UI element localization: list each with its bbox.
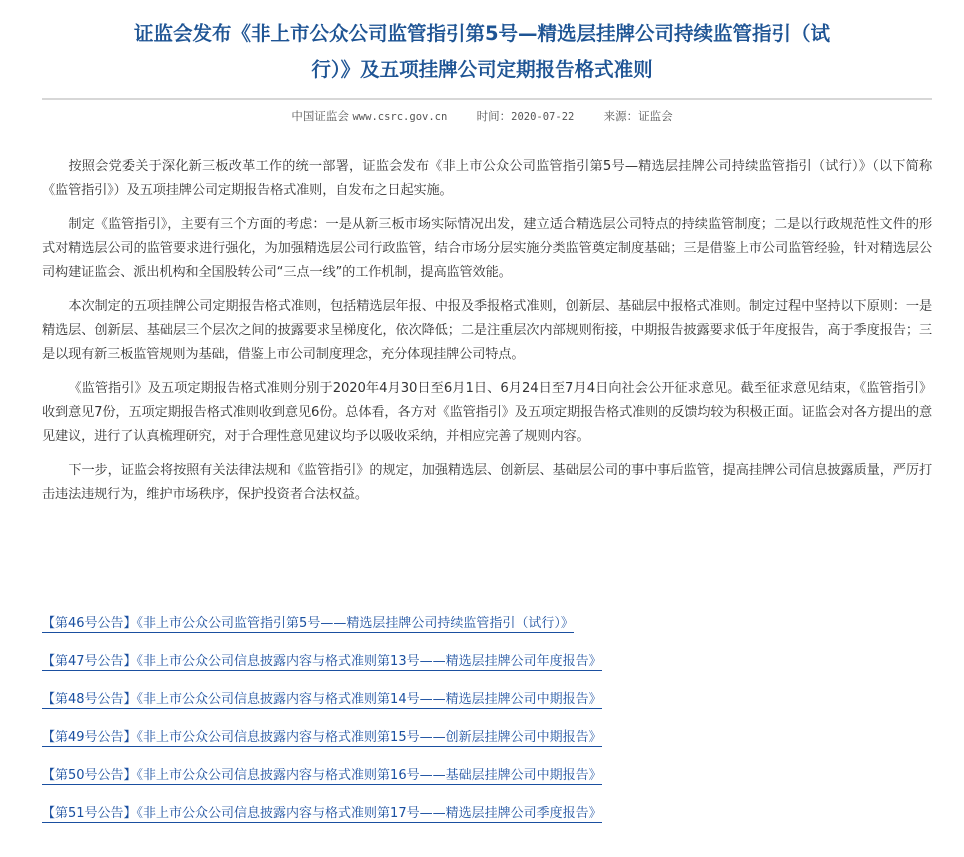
announcement-link-47-text: 【第47号公告】《非上市公众公司信息披露内容与格式准则第13号——精选层挂牌公司年度报告》 [42, 654, 602, 669]
meta-site: 中国证监会 [291, 109, 349, 123]
article-title-line-1: 证监会发布《非上市公众公司监管指引第5号—精选层挂牌公司持续监管指引（试 [133, 22, 831, 45]
announcement-link-48[interactable] [42, 688, 932, 726]
article-paragraph-5: 下一步，证监会将按照有关法律法规和《监管指引》的规定，加强精选层、创新层、基础层公司的事中事后监管，提高挂牌公司信息披露质量，严厉打击违法违规行为，维护市场秩序，保护投资者合法权益。 [42, 463, 932, 502]
article-paragraph-4: 《监管指引》及五项定期报告格式准则分别于2020年4月30日至6月1日、6月24日至7月4日向社会公开征求意见。截至征求意见结束，《监管指引》收到意见7份，五项定期报告格式准则收到意见6份。总体看，各方对《监管指引》及五项定期报告格式准则的反馈均较为积极正面。证监会对各方提出的意见建议，进行了认真梳理研究，对于合理性意见建议均予以吸收采纳，并相应完善了规则内容。 [42, 381, 932, 444]
article-title [60, 16, 904, 88]
announcement-link-51[interactable] [42, 802, 932, 840]
announcement-link-47[interactable] [42, 650, 932, 688]
announcement-link-48-text: 【第48号公告】《非上市公众公司信息披露内容与格式准则第14号——精选层挂牌公司中期报告》 [42, 692, 602, 707]
related-announcements [42, 612, 932, 840]
announcement-link-46-text: 【第46号公告】《非上市公众公司监管指引第5号——精选层挂牌公司持续监管指引（试行）》 [42, 616, 574, 631]
meta-url: www.csrc.gov.cn [352, 111, 448, 123]
meta-time: 2020-07-22 [511, 111, 575, 123]
article-paragraph-2: 制定《监管指引》，主要有三个方面的考虑：一是从新三板市场实际情况出发，建立适合精选层公司特点的持续监管制度；二是以行政规范性文件的形式对精选层公司的监管要求进行强化，为加强精选层公司行政监管，结合市场分层实施分类监管奠定制度基础；三是借鉴上市公司监管经验，针对精选层公司构建证监会、派出机构和全国股转公司“三点一线”的工作机制，提高监管效能。 [42, 217, 932, 280]
article-paragraph-3: 本次制定的五项挂牌公司定期报告格式准则，包括精选层年报、中报及季报格式准则，创新层、基础层中报格式准则。制定过程中坚持以下原则：一是精选层、创新层、基础层三个层次之间的披露要求呈梯度化，依次降低；二是注重层次内部规则衔接，中期报告披露要求低于年度报告，高于季度报告；三是以现有新三板监管规则为基础，借鉴上市公司制度理念，充分体现挂牌公司特点。 [42, 299, 932, 362]
announcement-link-46[interactable] [42, 612, 932, 650]
announcement-link-50-text: 【第50号公告】《非上市公众公司信息披露内容与格式准则第16号——基础层挂牌公司中期报告》 [42, 768, 602, 783]
article-title-line-2: 行）》及五项挂牌公司定期报告格式准则 [311, 58, 653, 81]
article-meta [0, 106, 964, 127]
article-body [42, 155, 932, 517]
meta-source-label: 来源： [603, 109, 639, 123]
article-paragraph-1: 按照会党委关于深化新三板改革工作的统一部署，证监会发布《非上市公众公司监管指引第5号—精选层挂牌公司持续监管指引（试行）》（以下简称《监管指引》）及五项挂牌公司定期报告格式准则，自发布之日起实施。 [42, 159, 932, 198]
announcement-link-51-text: 【第51号公告】《非上市公众公司信息披露内容与格式准则第17号——精选层挂牌公司季度报告》 [42, 806, 602, 821]
announcement-link-50[interactable] [42, 764, 932, 802]
announcement-link-49[interactable] [42, 726, 932, 764]
meta-source: 证监会 [638, 109, 673, 123]
announcement-link-49-text: 【第49号公告】《非上市公众公司信息披露内容与格式准则第15号——创新层挂牌公司中期报告》 [42, 730, 602, 745]
meta-time-label: 时间： [476, 109, 512, 123]
title-divider [42, 98, 932, 100]
